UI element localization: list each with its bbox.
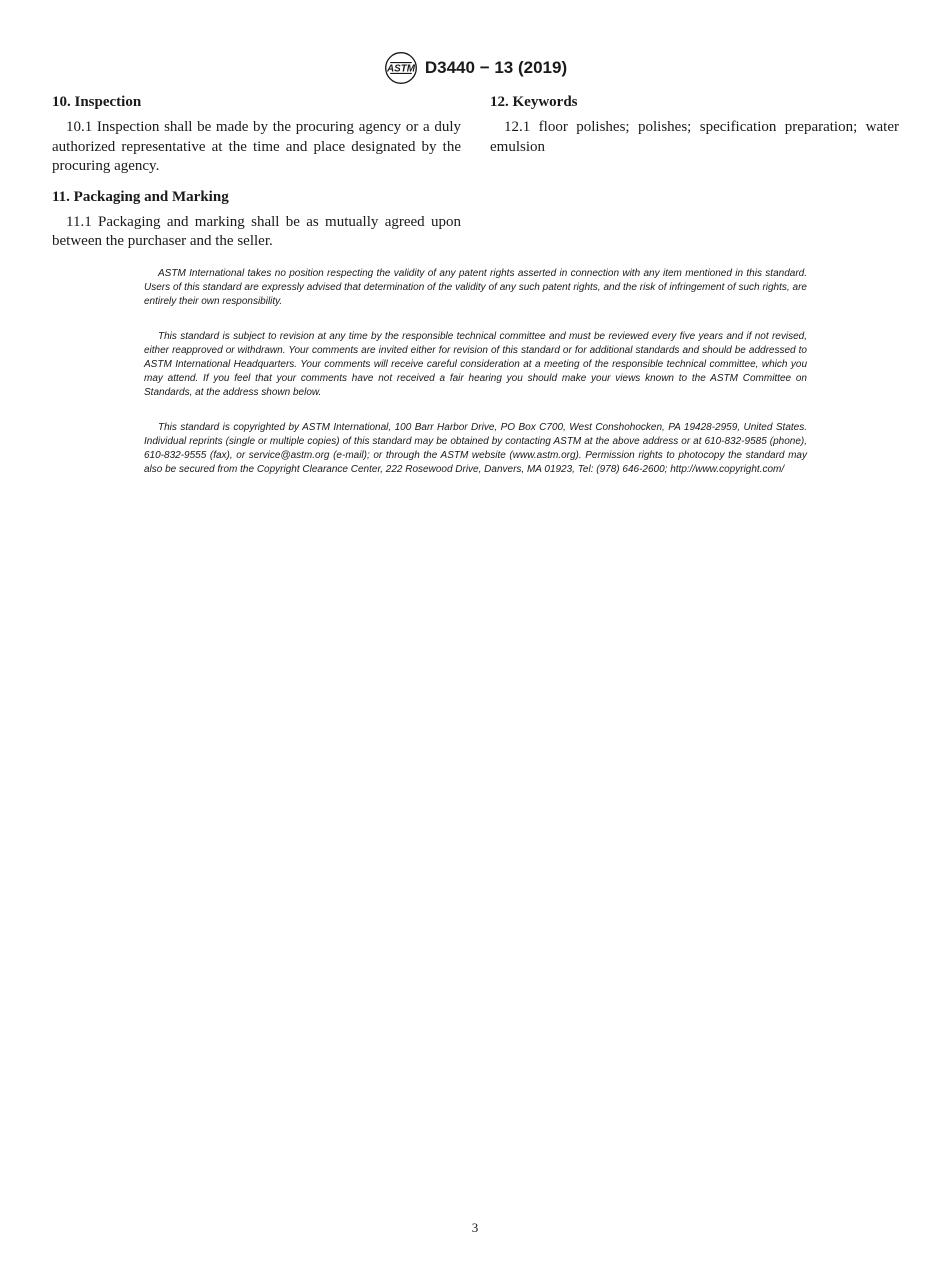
svg-text:ASTM: ASTM xyxy=(386,63,415,75)
section-heading-packaging: 11. Packaging and Marking xyxy=(52,188,229,205)
copyright-notice: This standard is copyrighted by ASTM International, 100 Barr Harbor Drive, PO Box C700, West Conshohocken, PA 19428-2959, United States. Individual reprints (single or multiple copies) of this standard may be obtained by contacting ASTM at the above address or at 610-832-9585 (phone), 610-832-9555 (fax), or service@astm.org (e-mail); or through the ASTM website (www.astm.org). Permission rights to photocopy the standard may also be secured from the Copyright Clearance Center, 222 Rosewood Drive, Danvers, MA 01923, Tel: (978) 646-2600; http://www.copyright.com/ xyxy=(144,422,807,475)
section-text-keywords: 12.1 floor polishes; polishes; specification preparation; water emulsion xyxy=(490,119,899,155)
revision-notice: This standard is subject to revision at any time by the responsible technical committee and must be reviewed every five years and if not revised, either reapproved or withdrawn. Your comments are invited either for revision of this standard or for additional standards and should be addressed to ASTM International Headquarters. Your comments will receive careful consideration at a meeting of the responsible technical committee, which you may attend. If you feel that your comments have not received a fair hearing you should make your views known to the ASTM Committee on Standards, at the address shown below. xyxy=(144,331,807,398)
section-heading-inspection: 10. Inspection xyxy=(52,94,142,110)
section-text-inspection: 10.1 Inspection shall be made by the procuring agency or a duly authorized representative at the time and place designated by the procuring agency. xyxy=(52,119,461,174)
patent-notice: ASTM International takes no position respecting the validity of any patent rights asserted in connection with any item mentioned in this standard. Users of this standard are expressly advised that determination of the validity of any such patent rights, and the risk of infringement of such rights, are entirely their own responsibility. xyxy=(144,268,807,307)
page-number: 3 xyxy=(471,1220,479,1235)
right-column xyxy=(490,92,899,167)
section-heading-keywords: 12. Keywords xyxy=(490,94,578,110)
legal-notices xyxy=(144,267,807,498)
left-column xyxy=(52,92,461,262)
astm-logo-icon xyxy=(383,50,419,86)
section-text-packaging: 11.1 Packaging and marking shall be as mutually agreed upon between the purchaser and the seller. xyxy=(52,213,461,249)
standard-designation: D3440 − 13 (2019) xyxy=(424,58,568,77)
document-header xyxy=(0,50,950,86)
